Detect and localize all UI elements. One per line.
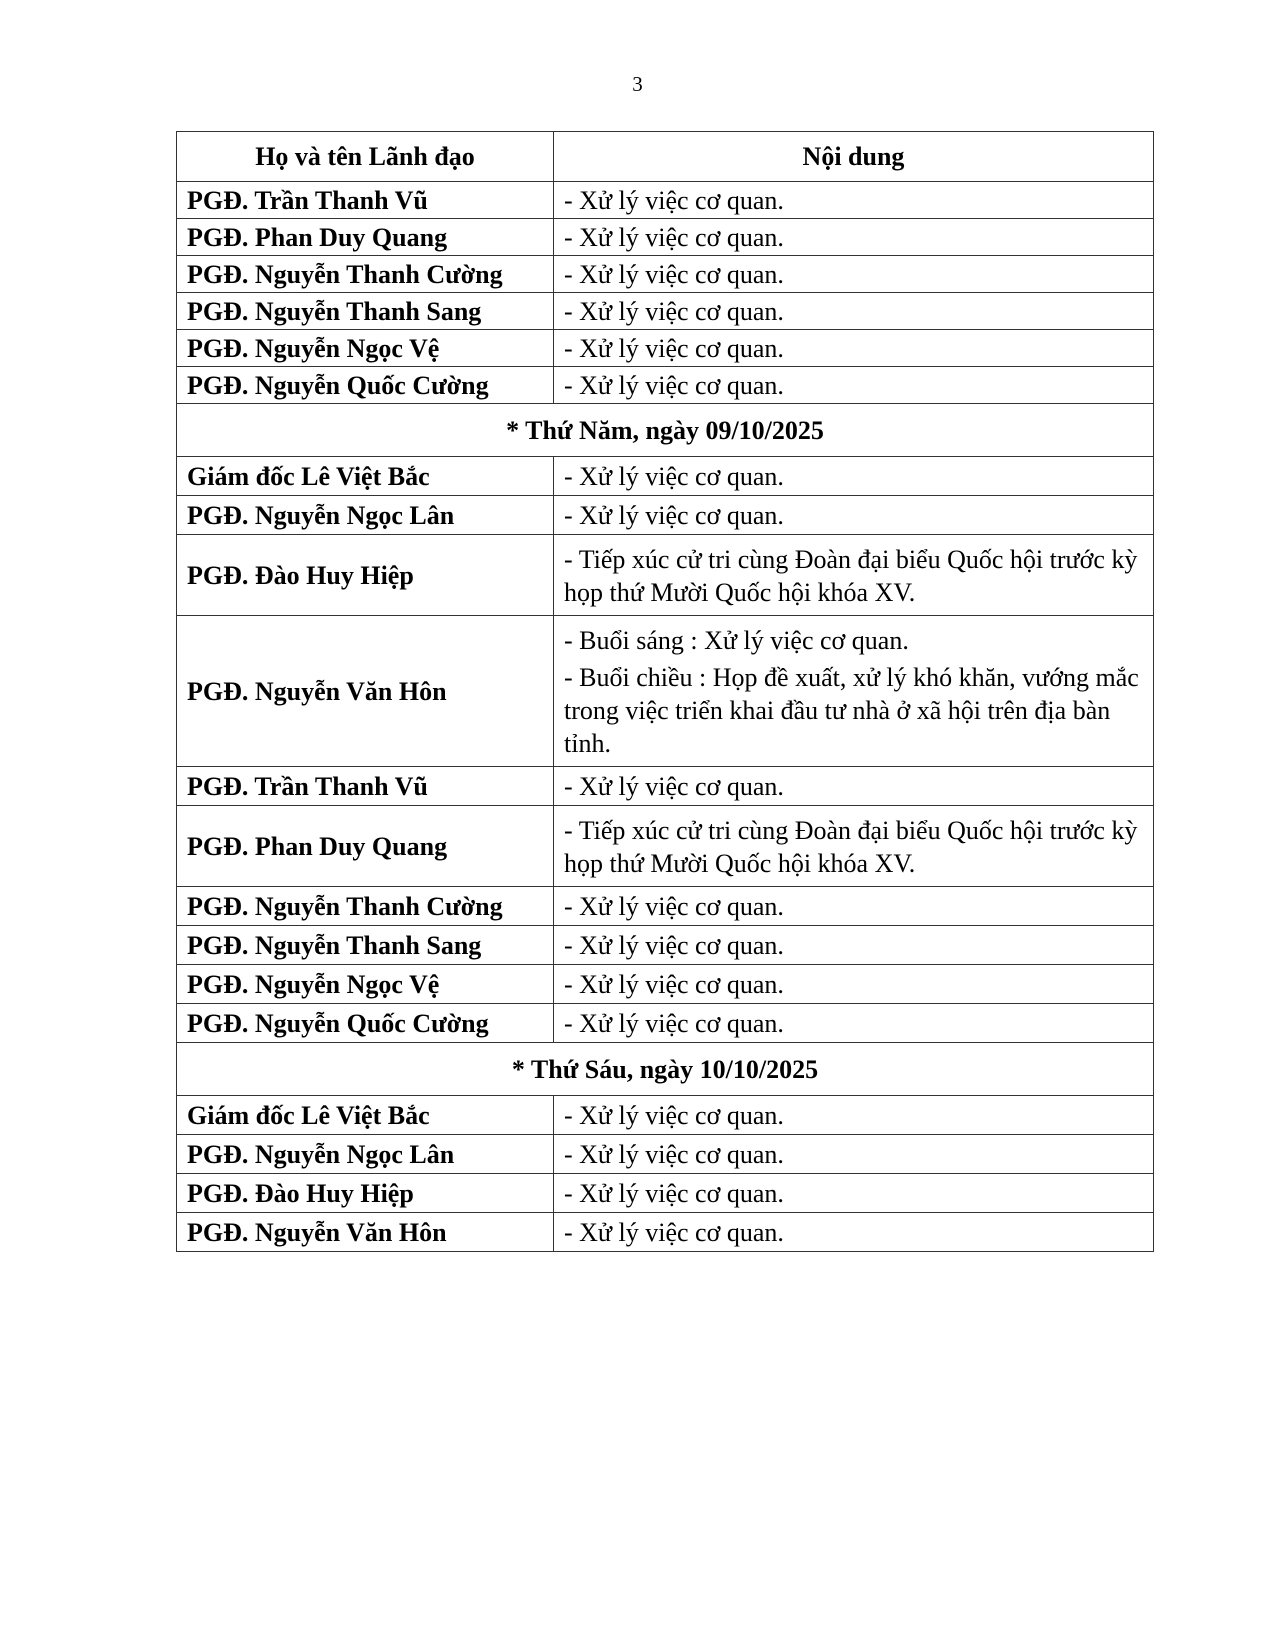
task-content: - Xử lý việc cơ quan. [554,330,1154,367]
leader-name: PGĐ. Trần Thanh Vũ [177,182,554,219]
leader-name: PGĐ. Phan Duy Quang [177,806,554,887]
task-morning: - Buổi sáng : Xử lý việc cơ quan. [564,626,909,655]
table-row [177,367,1154,404]
task-content: - Xử lý việc cơ quan. [554,1213,1154,1252]
table-row [177,1174,1154,1213]
table-header-row [177,132,1154,182]
leader-name: PGĐ. Nguyễn Thanh Sang [177,293,554,330]
task-content: - Xử lý việc cơ quan. [554,887,1154,926]
task-content [554,616,1154,767]
leader-name: PGĐ. Nguyễn Ngọc Lân [177,496,554,535]
leader-name: PGĐ. Nguyễn Văn Hôn [177,1213,554,1252]
table-row [177,887,1154,926]
task-content: - Xử lý việc cơ quan. [554,1004,1154,1043]
page-number: 3 [632,72,643,96]
leader-name: PGĐ. Nguyễn Ngọc Vệ [177,330,554,367]
table-row [177,965,1154,1004]
leader-name: PGĐ. Nguyễn Thanh Cường [177,256,554,293]
leader-name: PGĐ. Nguyễn Quốc Cường [177,367,554,404]
task-content: - Xử lý việc cơ quan. [554,1096,1154,1135]
table-row [177,1004,1154,1043]
task-content: - Xử lý việc cơ quan. [554,293,1154,330]
table-row [177,182,1154,219]
table-row [177,1096,1154,1135]
leader-name: PGĐ. Đào Huy Hiệp [177,535,554,616]
table-row [177,293,1154,330]
table-row [177,330,1154,367]
task-content: - Xử lý việc cơ quan. [554,926,1154,965]
task-afternoon: - Buổi chiều : Họp đề xuất, xử lý khó khăn, vướng mắc trong việc triển khai đầu tư nhà ở xã hội trên địa bàn tỉnh. [564,663,1139,758]
leader-name: PGĐ. Nguyễn Thanh Cường [177,887,554,926]
leader-name: PGĐ. Nguyễn Văn Hôn [177,616,554,767]
task-content: - Xử lý việc cơ quan. [554,965,1154,1004]
column-header-content: Nội dung [554,132,1154,182]
leader-name: PGĐ. Trần Thanh Vũ [177,767,554,806]
task-content: - Xử lý việc cơ quan. [554,219,1154,256]
leader-name: Giám đốc Lê Việt Bắc [177,457,554,496]
leader-name: PGĐ. Nguyễn Ngọc Lân [177,1135,554,1174]
task-content: - Tiếp xúc cử tri cùng Đoàn đại biểu Quốc hội trước kỳ họp thứ Mười Quốc hội khóa XV. [554,806,1154,887]
task-content: - Xử lý việc cơ quan. [554,182,1154,219]
table-row [177,535,1154,616]
table-row [177,1213,1154,1252]
leader-name: PGĐ. Đào Huy Hiệp [177,1174,554,1213]
leader-name: PGĐ. Nguyễn Thanh Sang [177,926,554,965]
table-row [177,457,1154,496]
task-content: - Xử lý việc cơ quan. [554,457,1154,496]
task-content: - Xử lý việc cơ quan. [554,256,1154,293]
task-content: - Xử lý việc cơ quan. [554,1135,1154,1174]
column-header-name: Họ và tên Lãnh đạo [177,132,554,182]
leader-schedule-table [176,131,1154,1252]
table-row [177,496,1154,535]
task-content: - Xử lý việc cơ quan. [554,367,1154,404]
task-content: - Xử lý việc cơ quan. [554,767,1154,806]
table-row [177,767,1154,806]
day-heading-row [177,404,1154,457]
day-heading-thursday: * Thứ Năm, ngày 09/10/2025 [177,404,1154,457]
table-row [177,616,1154,767]
table-row [177,806,1154,887]
table-row [177,219,1154,256]
task-content: - Xử lý việc cơ quan. [554,496,1154,535]
day-heading-friday: * Thứ Sáu, ngày 10/10/2025 [177,1043,1154,1096]
task-content: - Tiếp xúc cử tri cùng Đoàn đại biểu Quốc hội trước kỳ họp thứ Mười Quốc hội khóa XV. [554,535,1154,616]
leader-name: PGĐ. Phan Duy Quang [177,219,554,256]
table-row [177,256,1154,293]
day-heading-row [177,1043,1154,1096]
leader-name: PGĐ. Nguyễn Quốc Cường [177,1004,554,1043]
leader-name: Giám đốc Lê Việt Bắc [177,1096,554,1135]
task-content: - Xử lý việc cơ quan. [554,1174,1154,1213]
table-row [177,1135,1154,1174]
leader-name: PGĐ. Nguyễn Ngọc Vệ [177,965,554,1004]
table-row [177,926,1154,965]
